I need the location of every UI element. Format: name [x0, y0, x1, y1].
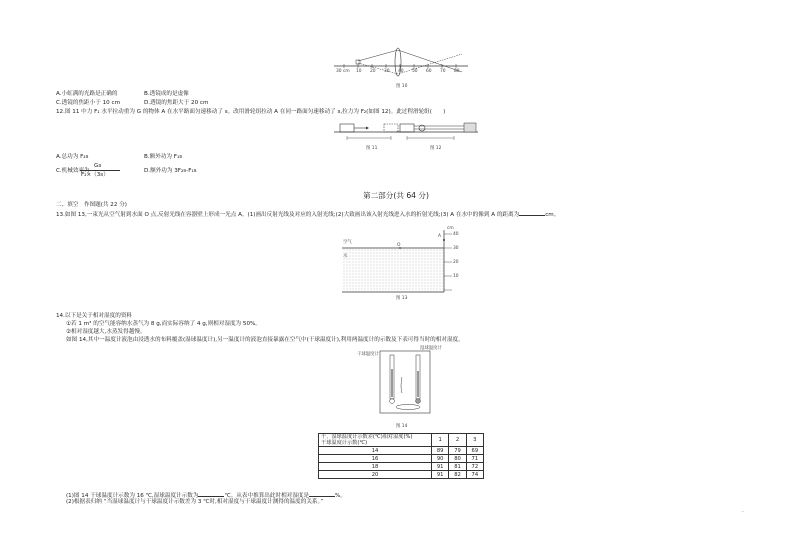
fig10-caption: 图 10: [396, 84, 408, 89]
fig10-tick-8: 80: [454, 69, 460, 74]
table-cell-temp: 20: [319, 471, 432, 479]
table-col-1: 1: [432, 434, 449, 447]
table-cell: 89: [432, 447, 449, 455]
fig10-tick-3: 30: [384, 69, 390, 74]
table-col-2: 2: [449, 434, 466, 447]
figure-14-hygrometer: [372, 347, 438, 415]
page-mark: -: [742, 510, 744, 515]
q14-description: 如图 14,其中一温度计液泡由浸透水的布料覆盖(湿球温度计),另一温度计的液泡直接暴露在空气中(干球温度计),利用两温度计的示数及下表可得当时的相对湿度。: [66, 337, 464, 343]
q12-option-b: B.额外功为 F₁s: [144, 154, 183, 160]
fig13-point-a: A: [438, 234, 442, 239]
q13-stem-text: 13.如图 13,一束光从空气射到水面 O 点,反射光线在容器壁上形成一光点 A。(1)画出反射光线及对应的入射光线;(2)大致画出该入射光线进入水的折射光线;(3) A 在水中的像到 A 的距离为: [56, 212, 520, 218]
fig10-tick-2: 20: [370, 69, 376, 74]
humidity-table: [318, 433, 484, 479]
table-header-line-2: 干球温度计示数(℃): [321, 440, 368, 446]
fig13-water-label: 水: [343, 254, 348, 259]
q14-item-1: ①若 1 m³ 的空气能容纳水蒸气为 8 g,而实际容纳了 4 g,则相对湿度为 50%。: [66, 321, 261, 327]
fig14-wet-bulb-label: 湿球温度计: [420, 346, 442, 351]
fig10-tick-7: 70: [440, 69, 446, 74]
fig10-tick-0: 30 cm: [336, 69, 350, 74]
table-cell: 71: [466, 455, 483, 463]
fig14-dry-bulb-label: 干球温度计: [357, 352, 379, 357]
q14-wet-bulb-blank[interactable]: [198, 491, 224, 497]
figure-12-pulley-pull: [394, 118, 480, 146]
table-cell: 81: [449, 463, 466, 471]
table-cell: 91: [432, 463, 449, 471]
table-cell: 91: [432, 471, 449, 479]
table-cell: 79: [449, 447, 466, 455]
figure-10-optical-bench: [332, 40, 472, 82]
q11-option-b: B.透镜成的是虚像: [144, 91, 189, 97]
fig12-caption: 图 12: [430, 146, 442, 151]
q12-option-c-fraction-bar: [80, 170, 120, 171]
table-header-label: [319, 434, 432, 447]
table-cell-temp: 16: [319, 455, 432, 463]
fig13-scale-20: 20: [453, 260, 459, 265]
fig13-caption: 图 13: [396, 296, 408, 301]
table-row: [319, 463, 484, 471]
q12-option-d: D.额外功为 3F₂s-F₁s: [144, 168, 197, 174]
fig10-tick-6: 60: [426, 69, 432, 74]
fig10-tick-1: 10: [356, 69, 362, 74]
table-col-3: 3: [466, 434, 483, 447]
table-row: [319, 447, 484, 455]
fig11-caption: 图 11: [366, 146, 378, 151]
q14-sub1-text-c: %。: [335, 493, 346, 499]
fig13-scale-40: 40: [453, 232, 459, 237]
q11-option-a: A.小虹满的光路是正确的: [56, 91, 118, 97]
fig13-scale-30: 30: [453, 246, 459, 251]
fig13-air-label: 空气: [343, 240, 352, 245]
q12-option-c-numerator: Gs: [94, 163, 102, 169]
q13-stem: [56, 210, 559, 219]
table-cell: 74: [466, 471, 483, 479]
q14-sub1-text-a: (1)图 14 干球温度计示数为 16 ℃,湿球温度计示数为: [66, 493, 199, 499]
table-cell: 90: [432, 455, 449, 463]
q14-subquestion-2: (2)根据表归纳 “当湿球温度计与干球温度计示数差为 3 ℃时,相对湿度与干球温度计测得的温度的关系。”: [66, 499, 324, 505]
table-cell-temp: 14: [319, 447, 432, 455]
table-cell-temp: 18: [319, 463, 432, 471]
fig14-caption: 图 14: [396, 424, 408, 429]
fig10-tick-5: 50: [412, 69, 418, 74]
fig13-scale-10: 10: [453, 274, 459, 279]
q11-option-c: C.透镜的焦距小于 10 cm: [56, 100, 121, 106]
section-fill-in-heading: 二、填空 作图题(共 22 分): [56, 202, 127, 208]
q14-item-2: ②相对湿度越大,水蒸发得越慢。: [66, 329, 146, 335]
q13-stem-unit: cm。: [545, 212, 560, 218]
q13-answer-blank[interactable]: [519, 210, 545, 216]
q14-humidity-blank[interactable]: [309, 491, 335, 497]
q12-option-c-denominator: F₂×（3s）: [81, 172, 109, 178]
q12-stem: 12.图 11 中力 F₁ 水平拉动重为 G 的物体 A 在水平路面匀速移动了 s。改用滑轮组拉动 A 在同一路面匀速移动了 s,拉力为 F₂(如图 12)。此过程滑轮组( ): [56, 109, 446, 115]
table-cell: 69: [466, 447, 483, 455]
fig10-tick-4: 40: [398, 69, 404, 74]
table-cell: 80: [449, 455, 466, 463]
q14-stem: 14.以下是关于相对湿度的资料: [56, 313, 133, 319]
table-row: [319, 455, 484, 463]
q12-option-c-prefix: C.机械效率为: [56, 168, 90, 174]
table-cell: 82: [449, 471, 466, 479]
fig13-point-o: O: [397, 243, 401, 248]
q12-option-a: A.总功为 F₂s: [56, 154, 89, 160]
table-header-line-1: 干、湿球温度计示数差(℃)相对湿度(%): [321, 434, 413, 440]
table-header-row: [319, 434, 484, 447]
q11-option-d: D.透镜的焦距大于 20 cm: [144, 100, 209, 106]
q14-sub1-text-b: ℃。从表中推算出此时相对湿度是: [224, 493, 310, 499]
part2-heading: 第二部分(共 64 分): [363, 191, 429, 200]
figure-13-water-container: [340, 228, 462, 294]
fig13-scale-unit: cm: [447, 226, 454, 231]
table-row: [319, 471, 484, 479]
table-cell: 72: [466, 463, 483, 471]
